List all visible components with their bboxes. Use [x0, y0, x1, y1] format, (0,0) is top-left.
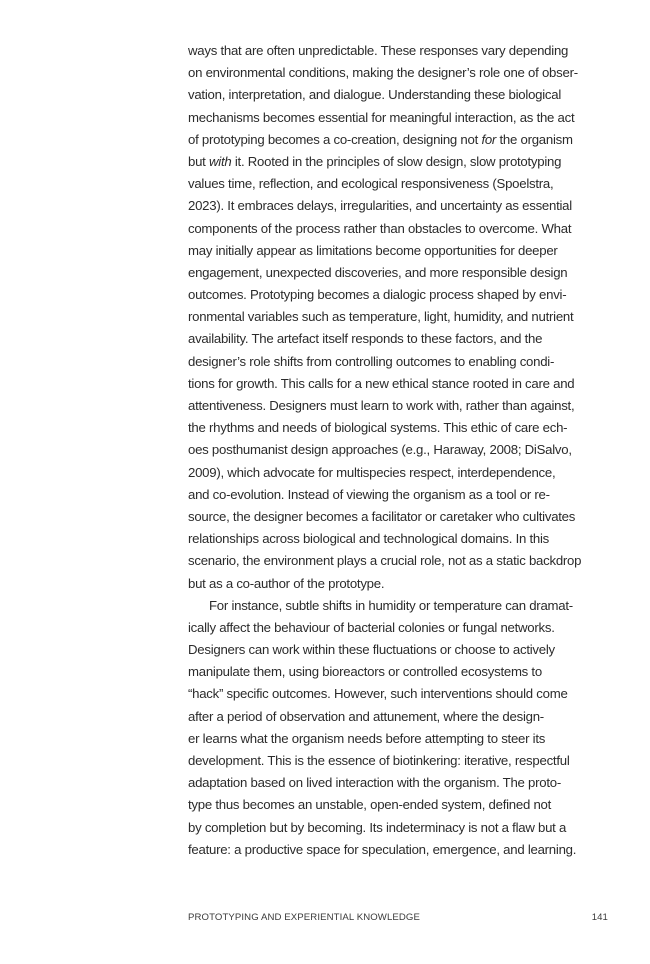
- text-line: relationships across biological and technological domains. In this: [188, 531, 550, 547]
- text-line: ronmental variables such as temperature, light, humidity, and nutrient: [188, 309, 574, 325]
- text-line: “hack” specific outcomes. However, such interventions should come: [188, 686, 568, 702]
- text-line: outcomes. Prototyping becomes a dialogic process shaped by envi-: [188, 287, 567, 303]
- text-line: of prototyping becomes a co-creation, designing not for the organism: [188, 131, 573, 147]
- text-line: development. This is the essence of biotinkering: iterative, respectful: [188, 753, 570, 768]
- text-line: on environmental conditions, making the designer’s role one of obser-: [188, 65, 578, 81]
- text-line: engagement, unexpected discoveries, and more responsible design: [188, 264, 568, 280]
- text-line: 2009), which advocate for multispecies respect, interdependence,: [188, 464, 556, 480]
- text-line: adaptation based on lived interaction with the organism. The proto-: [188, 775, 562, 791]
- text-line: ically affect the behaviour of bacterial colonies or fungal networks.: [188, 619, 555, 635]
- emphasis: for: [481, 131, 497, 147]
- page-number: 141: [591, 912, 608, 923]
- text-line: vation, interpretation, and dialogue. Understanding these biological: [188, 87, 562, 103]
- text-line: the rhythms and needs of biological systems. This ethic of care ech-: [188, 420, 568, 436]
- text-line: mechanisms becomes essential for meaningful interaction, as the act: [188, 109, 575, 125]
- text-line: scenario, the environment plays a crucial role, not as a static backdrop: [188, 553, 582, 569]
- text-line: after a period of observation and attunement, where the design-: [188, 708, 544, 724]
- text-line: type thus becomes an unstable, open-ended system, defined not: [188, 797, 552, 813]
- text-line: Designers can work within these fluctuations or choose to actively: [188, 642, 555, 658]
- text-line: components of the process rather than obstacles to overcome. What: [188, 220, 572, 236]
- text-line: tions for growth. This calls for a new ethical stance rooted in care and: [188, 375, 575, 391]
- text-line: but with it. Rooted in the principles of slow design, slow prototyping: [188, 153, 562, 169]
- text-line: designer’s role shifts from controlling outcomes to enabling condi-: [188, 353, 555, 369]
- text-line: ways that are often unpredictable. These responses vary depending: [188, 43, 569, 58]
- text-line: feature: a productive space for speculation, emergence, and learning.: [188, 841, 577, 857]
- text-line: attentiveness. Designers must learn to work with, rather than against,: [188, 398, 575, 413]
- text-line: values time, reflection, and ecological responsiveness (Spoelstra,: [188, 176, 554, 192]
- text-line: and co-evolution. Instead of viewing the organism as a tool or re-: [188, 486, 550, 502]
- text-line: source, the designer becomes a facilitator or caretaker who cultivates: [188, 508, 576, 524]
- running-title: PROTOTYPING AND EXPERIENTIAL KNOWLEDGE: [188, 912, 420, 923]
- text-line: For instance, subtle shifts in humidity or temperature can dramat-: [209, 597, 573, 613]
- text-line: may initially appear as limitations become opportunities for deeper: [188, 242, 558, 258]
- text-line: by completion but by becoming. Its indeterminacy is not a flaw but a: [188, 819, 567, 835]
- body-text: [188, 40, 614, 861]
- emphasis: with: [209, 153, 232, 169]
- text-line: 2023). It embraces delays, irregularities, and uncertainty as essential: [188, 198, 572, 214]
- text-line: but as a co-author of the prototype.: [188, 575, 385, 591]
- text-line: availability. The artefact itself responds to these factors, and the: [188, 331, 543, 347]
- text-line: er learns what the organism needs before attempting to steer its: [188, 730, 546, 746]
- text-line: manipulate them, using bioreactors or controlled ecosystems to: [188, 664, 542, 680]
- text-line: oes posthumanist design approaches (e.g., Haraway, 2008; DiSalvo,: [188, 442, 572, 458]
